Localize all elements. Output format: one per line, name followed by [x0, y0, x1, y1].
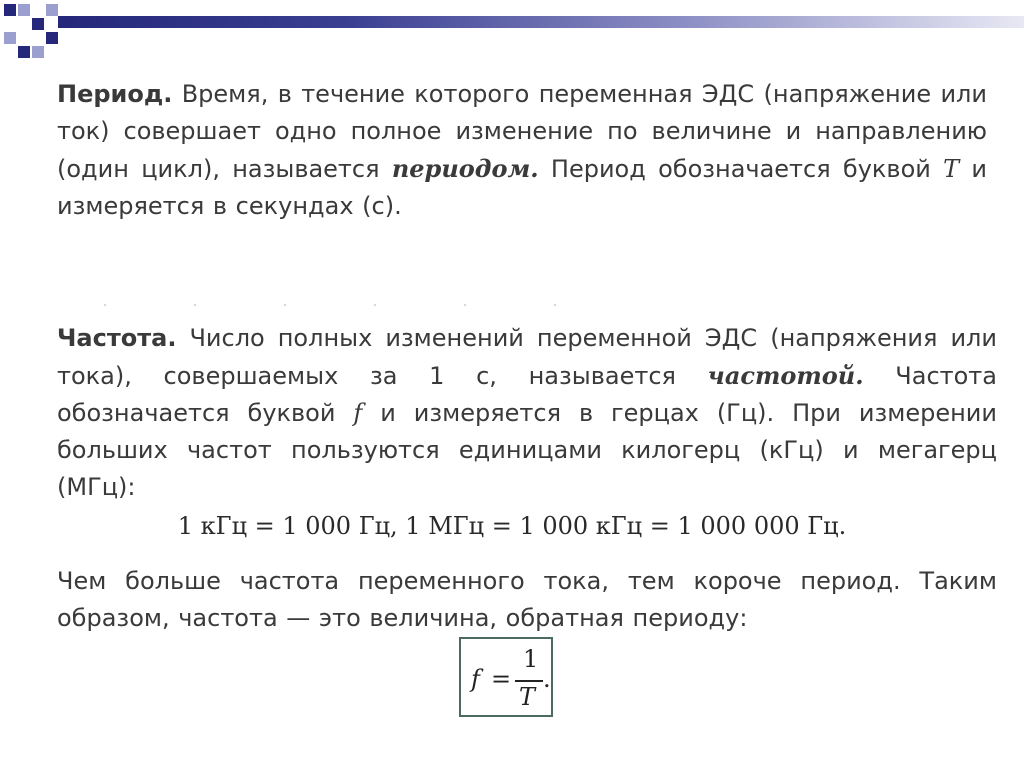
formula-box — [459, 637, 553, 717]
period-paragraph — [57, 76, 987, 225]
period-text-1: Время, в течение которого переменная ЭДС (напряжение или ток) совершает одно полное изменение по величине и направлению (один цикл), называется — [57, 80, 987, 183]
formula-end: . — [543, 665, 551, 693]
period-text-2: Период обозначается буквой — [538, 155, 944, 183]
deco-square — [4, 32, 16, 44]
units-equation: 1 кГц = 1 000 Гц, 1 МГц = 1 000 кГц = 1 000 000 Гц. — [177, 512, 847, 540]
deco-square — [18, 46, 30, 58]
period-term: Период. — [57, 80, 173, 108]
cut-line-artifact — [60, 300, 600, 310]
frequency-term: Частота. — [57, 324, 177, 352]
title-gradient-bar — [58, 16, 1024, 28]
frequency-paragraph — [57, 320, 997, 506]
deco-square — [4, 4, 16, 16]
frequency-text-2: Частота обозначается буквой — [57, 362, 997, 427]
fraction-bar — [515, 680, 543, 682]
period-term-italic: периодом. — [391, 154, 539, 183]
formula-variable: f — [471, 665, 480, 693]
deco-square — [32, 18, 44, 30]
frequency-symbol: f — [353, 399, 363, 427]
frequency-text-1: Число полных изменений переменной ЭДС (напряжения или тока), совершаемых за 1 с, называется — [57, 324, 997, 390]
deco-square — [32, 46, 44, 58]
period-symbol: T — [943, 155, 960, 183]
deco-square — [18, 4, 30, 16]
formula-denominator: T — [519, 683, 536, 711]
relation-paragraph: Чем больше частота переменного тока, тем короче период. Таким образом, частота — это величина, обратная периоду: — [57, 567, 997, 632]
deco-square — [46, 4, 58, 16]
formula-numerator: 1 — [523, 645, 539, 673]
frequency-text-3: и измеряется в герцах (Гц). При измерении больших частот пользуются единицами килогерц (кГц) и мегагерц (МГц): — [57, 399, 998, 501]
formula-equals: = — [491, 665, 512, 693]
frequency-term-italic: частотой. — [707, 361, 864, 390]
deco-square — [46, 32, 58, 44]
period-text-3: и измеряется в секундах (с). — [57, 155, 987, 220]
